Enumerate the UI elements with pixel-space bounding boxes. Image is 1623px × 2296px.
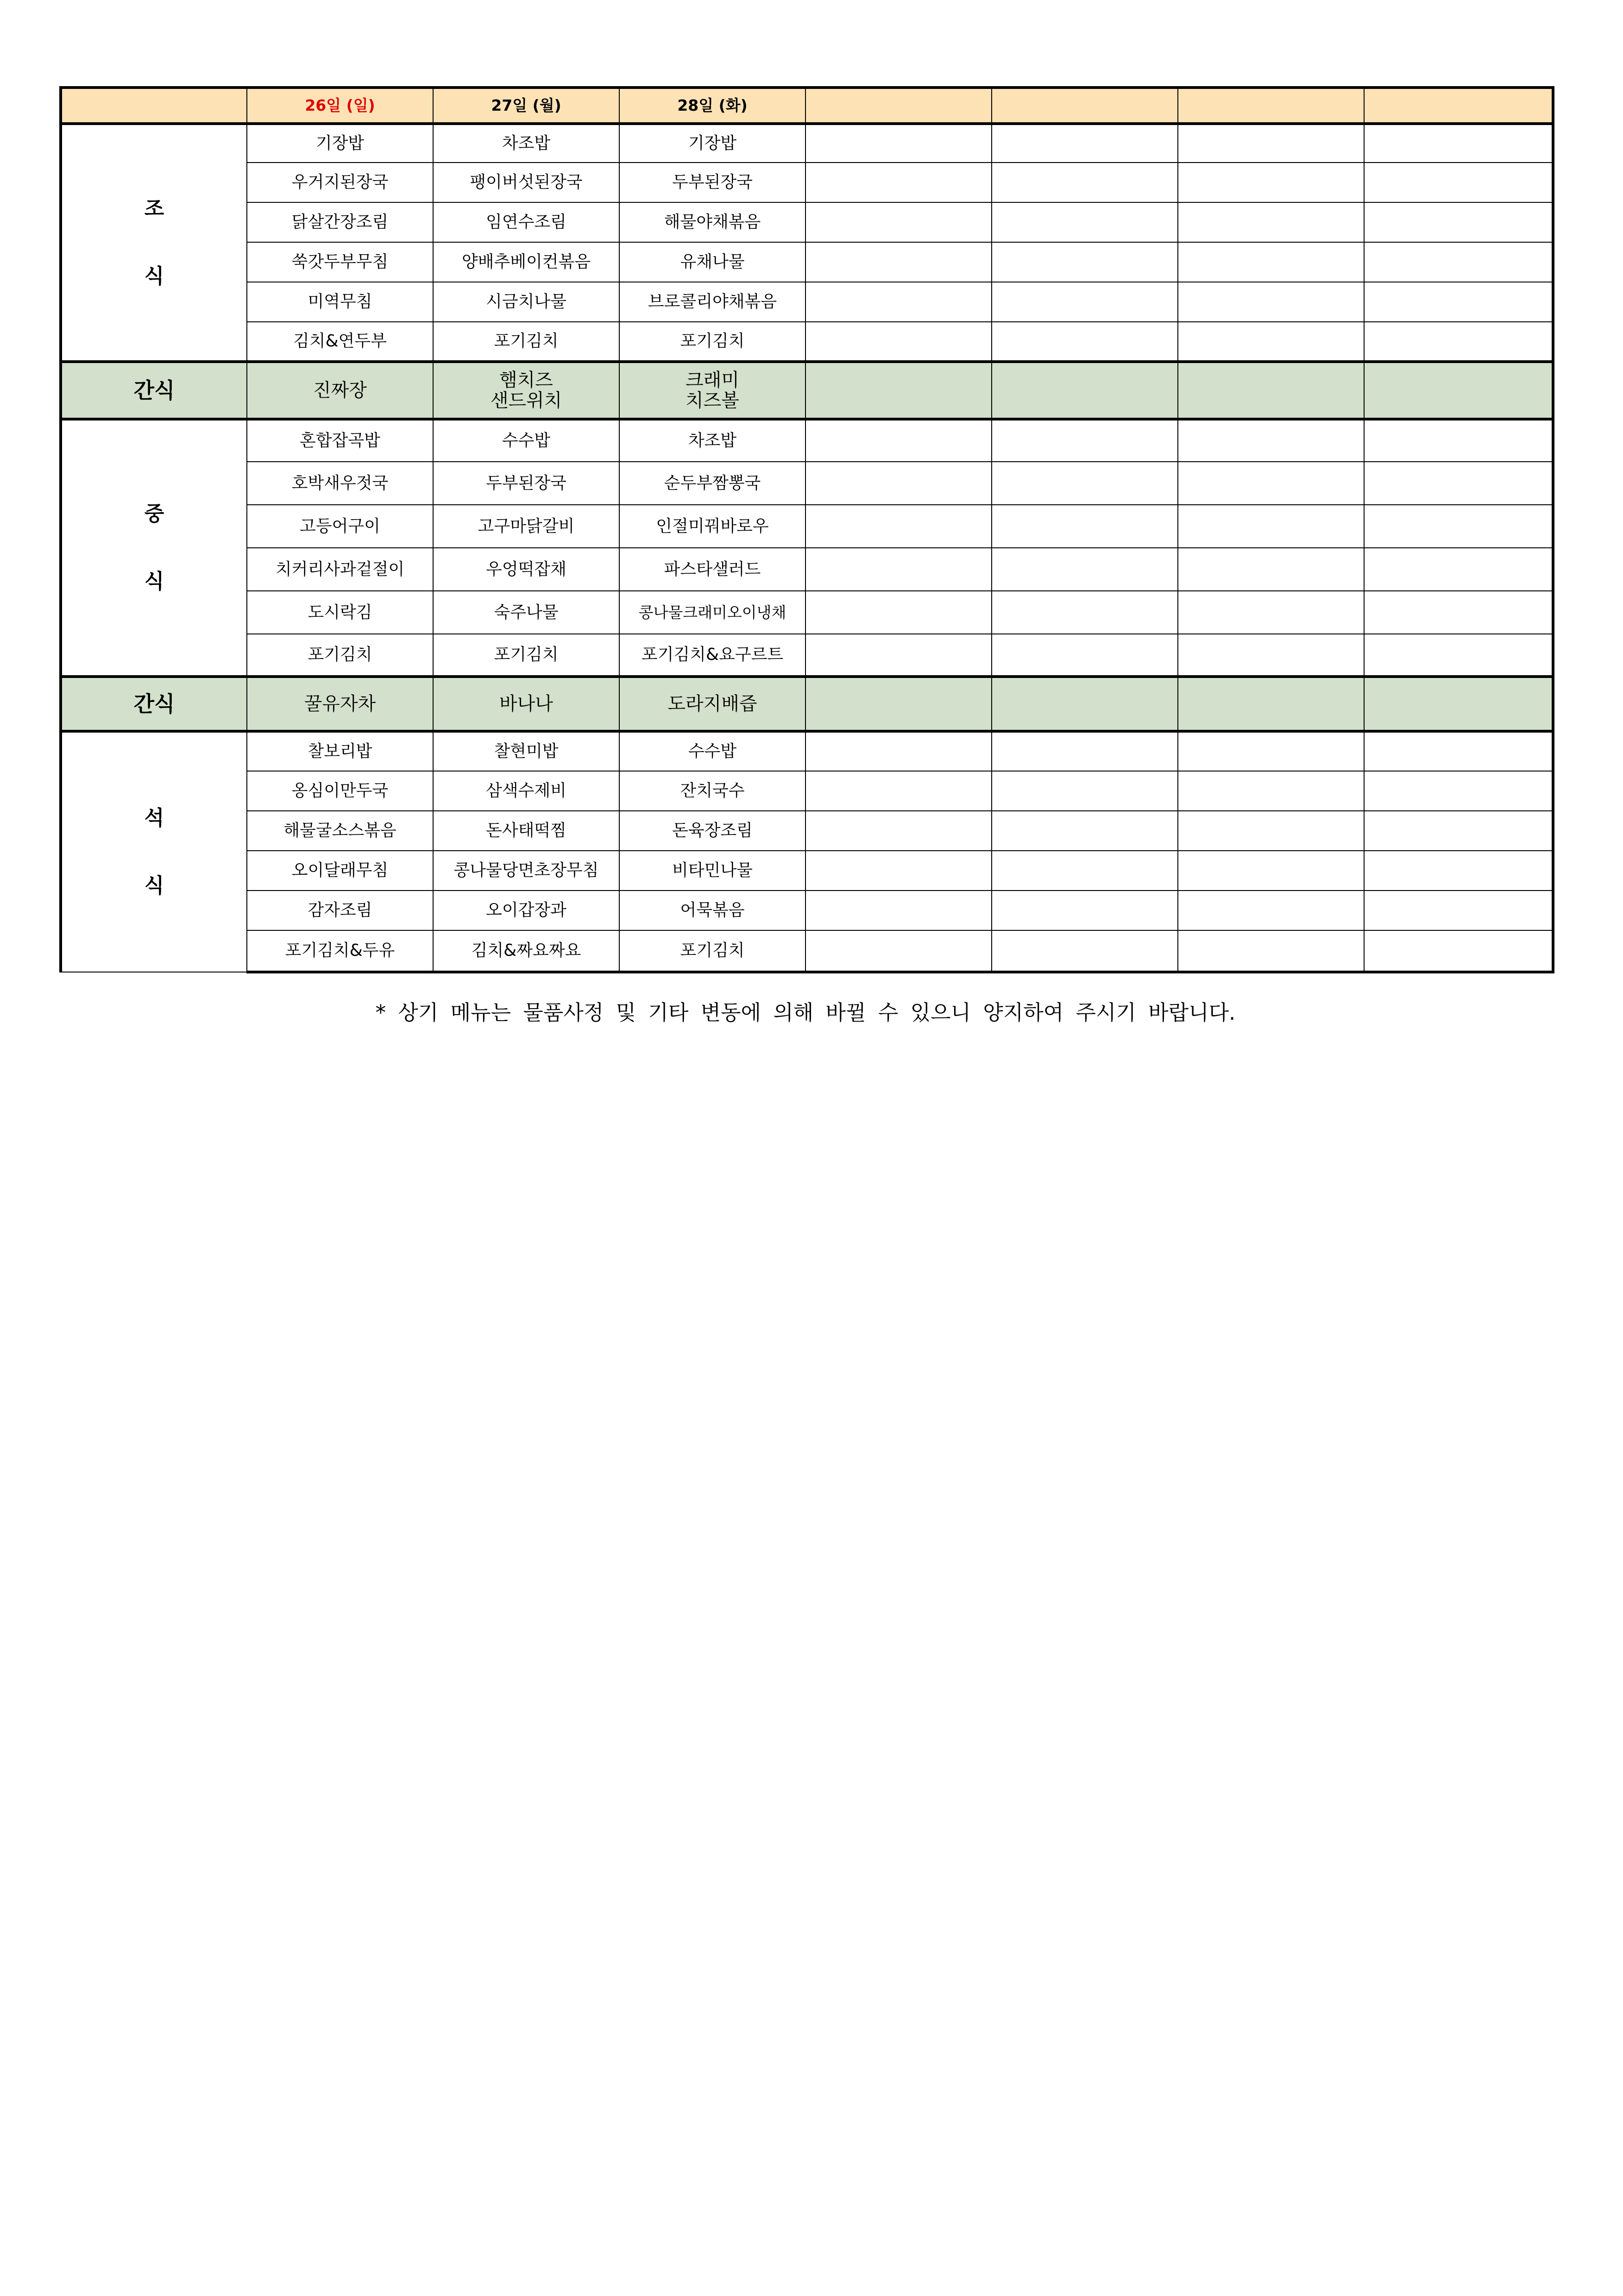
empty-cell	[992, 163, 1178, 202]
empty-cell	[805, 677, 992, 731]
empty-cell	[992, 124, 1178, 163]
menu-cell: 포기김치	[433, 634, 619, 677]
empty-cell	[805, 851, 992, 891]
breakfast-label-1: 조	[144, 197, 164, 220]
menu-cell: 순두부짬뽕국	[619, 462, 805, 505]
empty-cell	[1178, 548, 1364, 591]
empty-cell	[1178, 462, 1364, 505]
empty-cell	[992, 771, 1178, 811]
lunch-label-2: 식	[144, 570, 164, 593]
lunch-row	[61, 634, 1553, 677]
empty-cell	[1364, 851, 1553, 891]
empty-cell	[1178, 731, 1364, 771]
empty-cell	[992, 851, 1178, 891]
empty-cell	[1178, 771, 1364, 811]
empty-cell	[992, 505, 1178, 548]
snack-line: 햄치즈	[499, 370, 553, 391]
header-row	[61, 88, 1553, 124]
empty-cell	[805, 771, 992, 811]
empty-cell	[805, 548, 992, 591]
dinner-label	[61, 731, 247, 972]
menu-cell: 고등어구이	[247, 505, 433, 548]
breakfast-label-2: 식	[144, 264, 164, 288]
lunch-row	[61, 419, 1553, 462]
empty-cell	[992, 677, 1178, 731]
empty-cell	[805, 891, 992, 930]
menu-cell: 삼색수제비	[433, 771, 619, 811]
empty-cell	[1364, 242, 1553, 282]
empty-cell	[1364, 771, 1553, 811]
menu-cell: 차조밥	[619, 419, 805, 462]
menu-cell: 감자조림	[247, 891, 433, 930]
empty-cell	[1364, 462, 1553, 505]
menu-cell: 수수밥	[433, 419, 619, 462]
snack-line: 크래미	[686, 370, 739, 391]
day-header: 28일 (화)	[619, 88, 805, 124]
snack-cell: 꿀유자차	[247, 677, 433, 731]
empty-cell	[992, 548, 1178, 591]
dinner-row	[61, 891, 1553, 930]
snack-line: 진짜장	[313, 380, 367, 401]
empty-cell	[1364, 677, 1553, 731]
empty-cell	[992, 282, 1178, 322]
menu-cell: 포기김치&두유	[247, 930, 433, 972]
empty-cell	[1178, 282, 1364, 322]
breakfast-row	[61, 242, 1553, 282]
empty-cell	[805, 282, 992, 322]
empty-cell	[1364, 505, 1553, 548]
lunch-row	[61, 548, 1553, 591]
menu-cell: 기장밥	[247, 124, 433, 163]
menu-cell: 두부된장국	[619, 163, 805, 202]
day-header	[1178, 88, 1364, 124]
lunch-label-1: 중	[144, 502, 164, 526]
breakfast-row	[61, 322, 1553, 362]
empty-cell	[1178, 505, 1364, 548]
menu-cell: 차조밥	[433, 124, 619, 163]
empty-cell	[805, 202, 992, 242]
empty-cell	[1364, 282, 1553, 322]
empty-cell	[805, 930, 992, 972]
menu-cell: 돈육장조림	[619, 811, 805, 851]
day-header	[1364, 88, 1553, 124]
header-corner	[61, 88, 247, 124]
lunch-row	[61, 505, 1553, 548]
menu-cell: 양배추베이컨볶음	[433, 242, 619, 282]
menu-cell: 숙주나물	[433, 591, 619, 634]
empty-cell	[1364, 322, 1553, 362]
snack-line: 치즈볼	[686, 390, 739, 411]
breakfast-row	[61, 124, 1553, 163]
menu-cell: 수수밥	[619, 731, 805, 771]
snack-cell	[619, 362, 805, 419]
day-header	[992, 88, 1178, 124]
lunch-row	[61, 462, 1553, 505]
empty-cell	[1178, 202, 1364, 242]
footnote: * 상기 메뉴는 물품사정 및 기타 변동에 의해 바뀔 수 있으니 양지하여 주시기 바랍니다.	[375, 1000, 1236, 1025]
empty-cell	[1364, 731, 1553, 771]
empty-cell	[805, 242, 992, 282]
snack-line: 샌드위치	[490, 390, 562, 411]
menu-cell: 어묵볶음	[619, 891, 805, 930]
empty-cell	[1364, 891, 1553, 930]
empty-cell	[1364, 634, 1553, 677]
menu-cell: 유채나물	[619, 242, 805, 282]
snack-row	[61, 362, 1553, 419]
menu-cell: 호박새우젓국	[247, 462, 433, 505]
empty-cell	[805, 811, 992, 851]
menu-table	[59, 86, 1554, 973]
empty-cell	[1364, 548, 1553, 591]
dinner-row	[61, 811, 1553, 851]
dinner-row	[61, 771, 1553, 811]
empty-cell	[805, 462, 992, 505]
empty-cell	[1364, 202, 1553, 242]
empty-cell	[805, 322, 992, 362]
menu-cell: 고구마닭갈비	[433, 505, 619, 548]
menu-cell: 포기김치	[247, 634, 433, 677]
empty-cell	[805, 505, 992, 548]
menu-cell: 치커리사과겉절이	[247, 548, 433, 591]
snack-cell	[247, 362, 433, 419]
dinner-row	[61, 851, 1553, 891]
lunch-label	[61, 419, 247, 677]
menu-cell: 비타민나물	[619, 851, 805, 891]
menu-cell: 브로콜리야채볶음	[619, 282, 805, 322]
empty-cell	[1178, 362, 1364, 419]
dinner-label-1: 석	[144, 806, 164, 830]
empty-cell	[1178, 591, 1364, 634]
empty-cell	[992, 891, 1178, 930]
menu-cell: 팽이버섯된장국	[433, 163, 619, 202]
empty-cell	[1364, 124, 1553, 163]
empty-cell	[992, 811, 1178, 851]
menu-cell: 해물굴소스볶음	[247, 811, 433, 851]
empty-cell	[1364, 419, 1553, 462]
empty-cell	[992, 591, 1178, 634]
menu-cell: 오이달래무침	[247, 851, 433, 891]
empty-cell	[1178, 811, 1364, 851]
empty-cell	[992, 362, 1178, 419]
snack-cell	[433, 362, 619, 419]
empty-cell	[1178, 163, 1364, 202]
menu-cell: 인절미꿔바로우	[619, 505, 805, 548]
menu-cell: 우엉떡잡채	[433, 548, 619, 591]
empty-cell	[992, 462, 1178, 505]
empty-cell	[1178, 891, 1364, 930]
menu-cell: 포기김치&요구르트	[619, 634, 805, 677]
dinner-label-2: 식	[144, 874, 164, 897]
breakfast-label	[61, 124, 247, 362]
empty-cell	[1178, 930, 1364, 972]
menu-cell: 파스타샐러드	[619, 548, 805, 591]
empty-cell	[992, 202, 1178, 242]
breakfast-row	[61, 202, 1553, 242]
menu-cell: 찰현미밥	[433, 731, 619, 771]
menu-cell: 해물야채볶음	[619, 202, 805, 242]
empty-cell	[805, 419, 992, 462]
menu-cell: 닭살간장조림	[247, 202, 433, 242]
dinner-row	[61, 930, 1553, 972]
empty-cell	[992, 419, 1178, 462]
empty-cell	[1178, 419, 1364, 462]
empty-cell	[1178, 322, 1364, 362]
menu-cell: 김치&짜요짜요	[433, 930, 619, 972]
menu-cell: 콩나물크래미오이냉채	[619, 591, 805, 634]
day-header: 26일 (일)	[247, 88, 433, 124]
menu-cell: 포기김치	[619, 322, 805, 362]
menu-cell: 도시락김	[247, 591, 433, 634]
empty-cell	[805, 163, 992, 202]
empty-cell	[1364, 591, 1553, 634]
empty-cell	[1178, 677, 1364, 731]
empty-cell	[805, 591, 992, 634]
empty-cell	[1178, 242, 1364, 282]
menu-cell: 김치&연두부	[247, 322, 433, 362]
empty-cell	[1364, 163, 1553, 202]
menu-cell: 임연수조림	[433, 202, 619, 242]
menu-cell: 옹심이만두국	[247, 771, 433, 811]
menu-cell: 쑥갓두부무침	[247, 242, 433, 282]
lunch-row	[61, 591, 1553, 634]
empty-cell	[805, 731, 992, 771]
empty-cell	[1364, 930, 1553, 972]
day-header: 27일 (월)	[433, 88, 619, 124]
empty-cell	[992, 634, 1178, 677]
menu-cell: 미역무침	[247, 282, 433, 322]
empty-cell	[992, 731, 1178, 771]
menu-cell: 혼합잡곡밥	[247, 419, 433, 462]
empty-cell	[1364, 811, 1553, 851]
day-header	[805, 88, 992, 124]
empty-cell	[992, 242, 1178, 282]
empty-cell	[1364, 362, 1553, 419]
snack-cell: 바나나	[433, 677, 619, 731]
menu-cell: 돈사태떡찜	[433, 811, 619, 851]
empty-cell	[1178, 124, 1364, 163]
snack-row	[61, 677, 1553, 731]
empty-cell	[805, 362, 992, 419]
empty-cell	[805, 124, 992, 163]
empty-cell	[992, 930, 1178, 972]
menu-cell: 포기김치	[433, 322, 619, 362]
empty-cell	[992, 322, 1178, 362]
empty-cell	[805, 634, 992, 677]
empty-cell	[1178, 851, 1364, 891]
menu-cell: 기장밥	[619, 124, 805, 163]
menu-cell: 오이갑장과	[433, 891, 619, 930]
menu-cell: 우거지된장국	[247, 163, 433, 202]
dinner-row	[61, 731, 1553, 771]
snack-label: 간식	[61, 677, 247, 731]
menu-cell: 콩나물당면초장무침	[433, 851, 619, 891]
menu-cell: 시금치나물	[433, 282, 619, 322]
snack-cell: 도라지배즙	[619, 677, 805, 731]
menu-cell: 두부된장국	[433, 462, 619, 505]
snack-label: 간식	[61, 362, 247, 419]
breakfast-row	[61, 282, 1553, 322]
breakfast-row	[61, 163, 1553, 202]
menu-cell: 잔치국수	[619, 771, 805, 811]
menu-cell: 찰보리밥	[247, 731, 433, 771]
empty-cell	[1178, 634, 1364, 677]
menu-cell: 포기김치	[619, 930, 805, 972]
